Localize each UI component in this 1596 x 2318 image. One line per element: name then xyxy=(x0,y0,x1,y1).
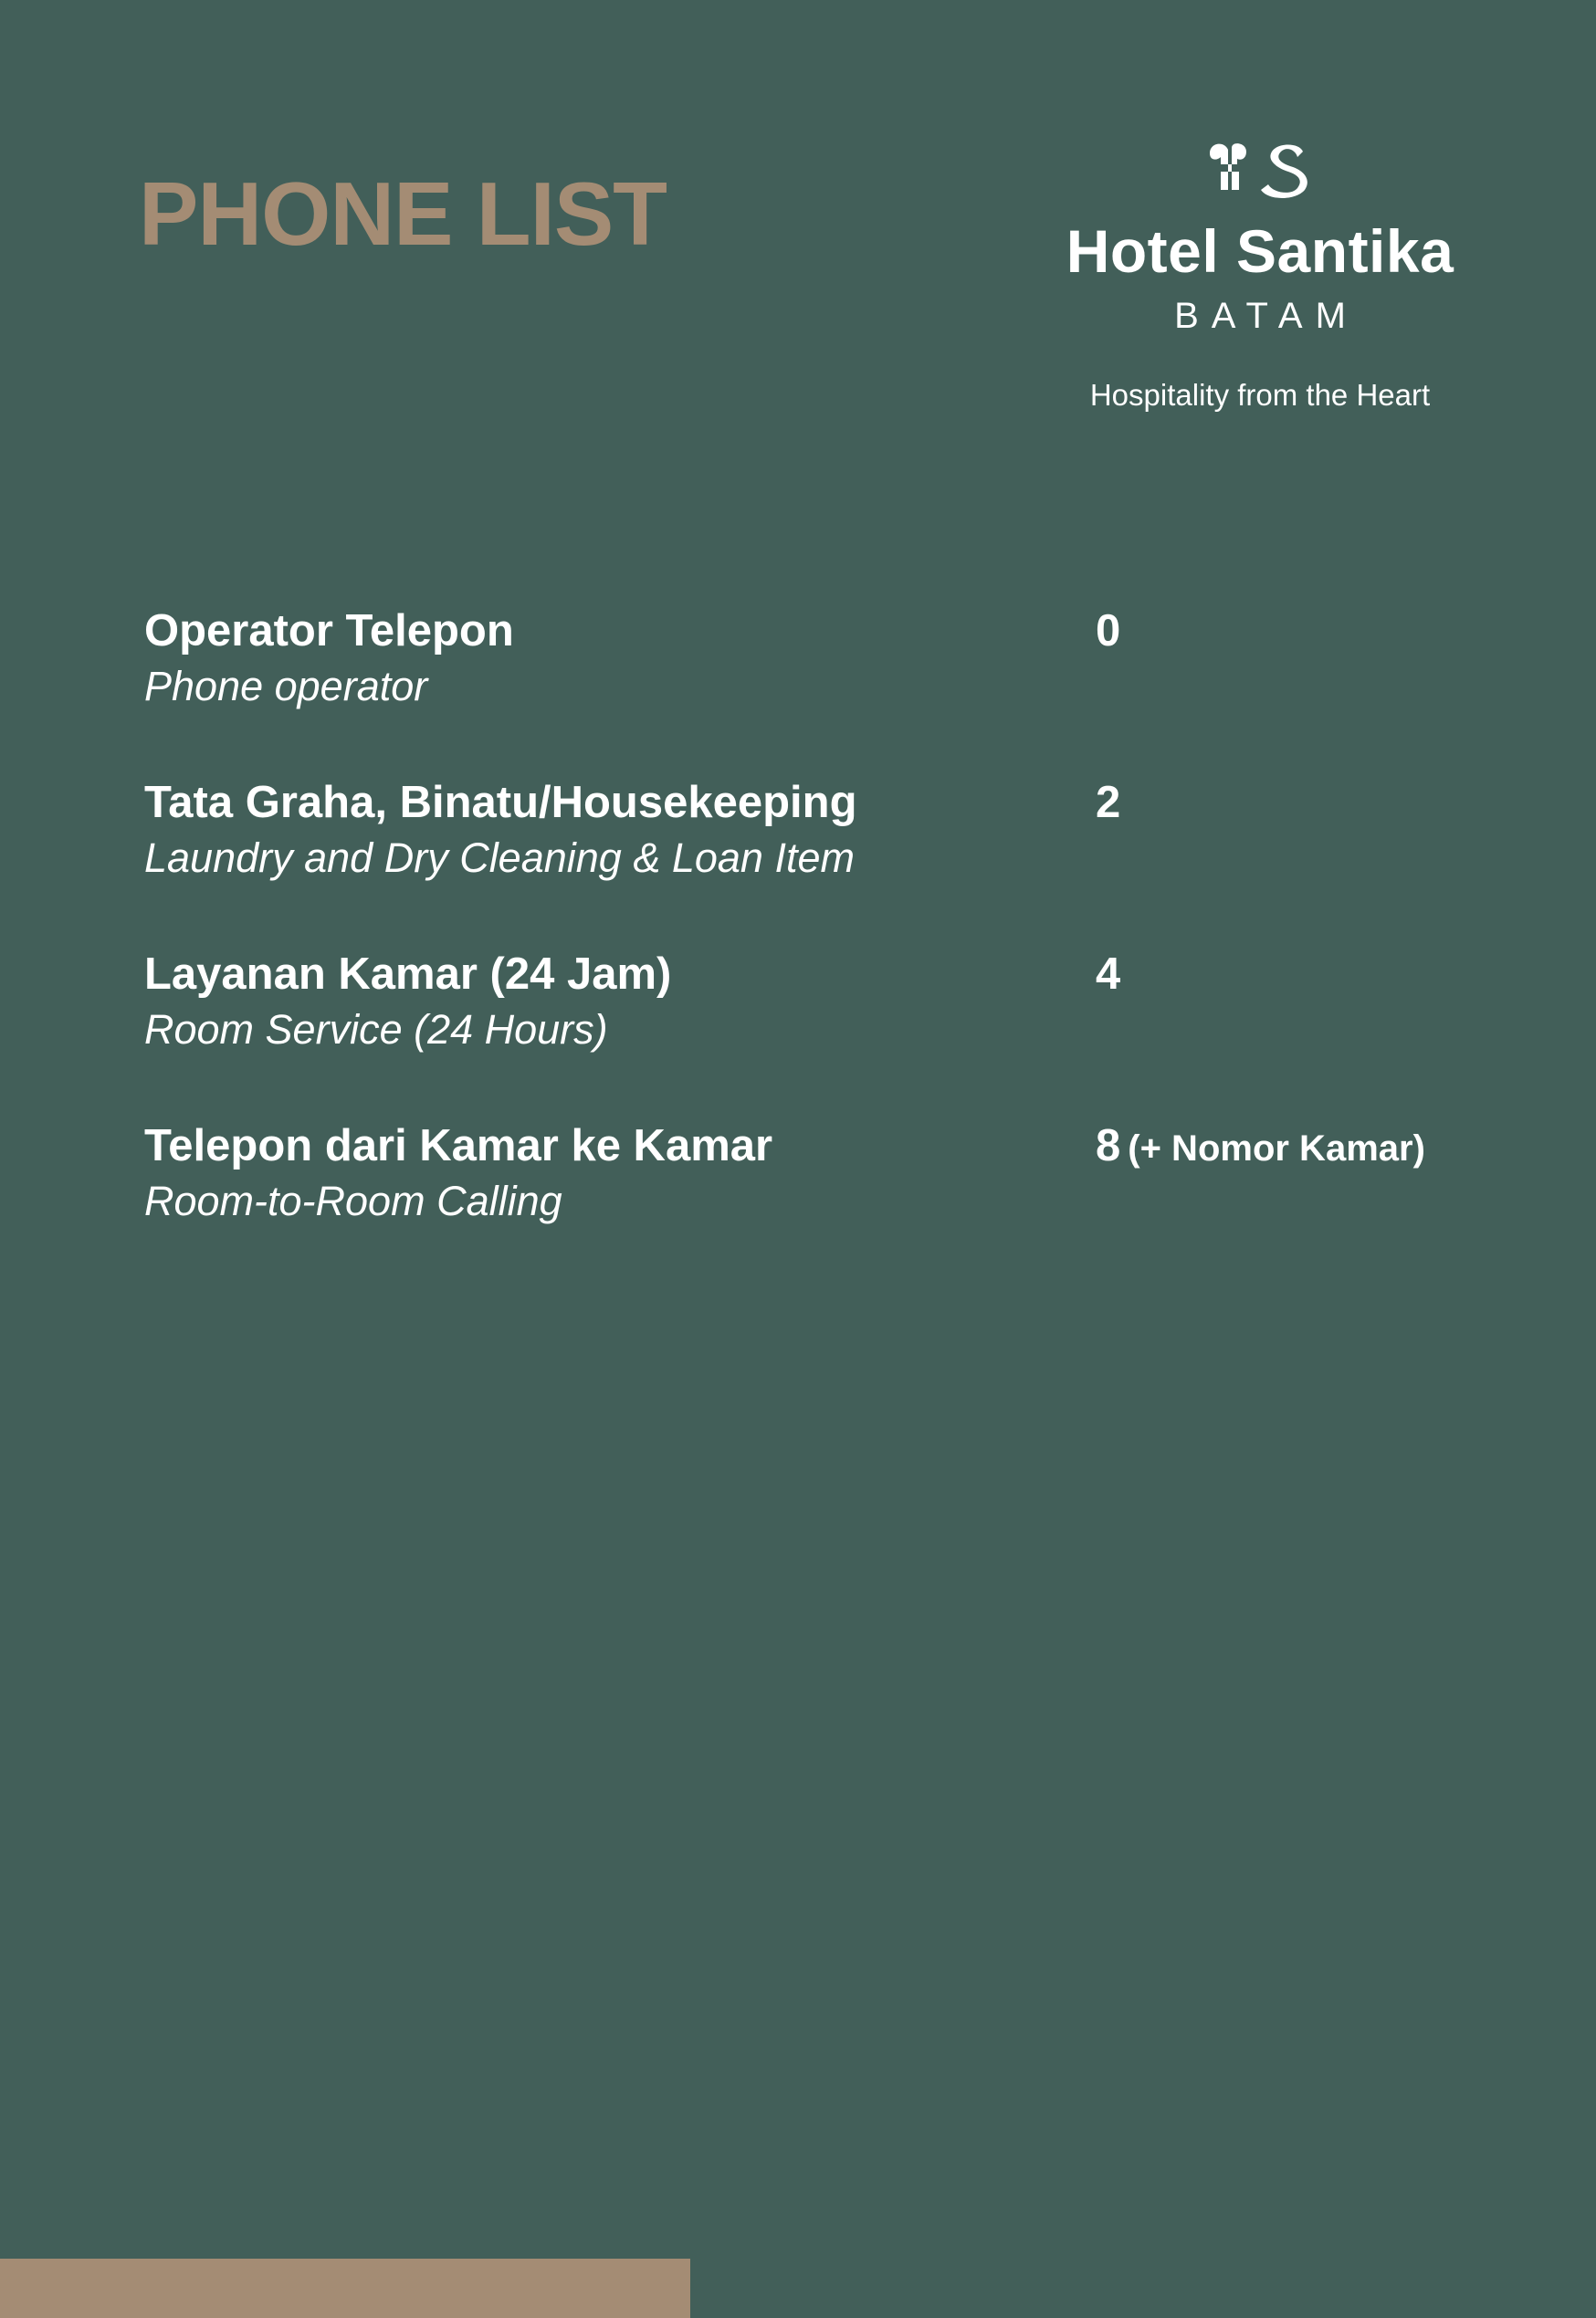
extension-number: 0 xyxy=(1096,606,1121,656)
extension-number: 2 xyxy=(1096,778,1121,827)
hotel-brand xyxy=(1041,137,1479,410)
footer-accent-bar xyxy=(0,2259,690,2318)
phone-entry-room-service xyxy=(144,950,1496,1122)
entry-subtitle: Room Service (24 Hours) xyxy=(144,1005,608,1053)
entry-subtitle: Laundry and Dry Cleaning & Loan Item xyxy=(144,834,855,881)
page-title: PHONE LIST xyxy=(139,163,667,264)
entry-extension xyxy=(1096,779,1120,828)
entry-name: Operator Telepon xyxy=(144,606,514,656)
entry-subtitle: Room-to-Room Calling xyxy=(144,1177,562,1224)
phone-entry-room-to-room xyxy=(144,1122,1496,1294)
entry-extension xyxy=(1096,607,1120,656)
entry-name: Tata Graha, Binatu/Housekeeping xyxy=(144,778,857,827)
phone-entry-housekeeping xyxy=(144,779,1496,950)
entry-name: Layanan Kamar (24 Jam) xyxy=(144,949,672,999)
phone-entry-operator xyxy=(144,607,1496,779)
hotel-city: BATAM xyxy=(1174,296,1359,336)
hs-monogram-icon xyxy=(1201,137,1319,201)
entry-subtitle: Phone operator xyxy=(144,662,428,709)
extension-number: 4 xyxy=(1096,949,1121,999)
extension-note: (+ Nomor Kamar) xyxy=(1128,1128,1425,1169)
extension-number: 8 xyxy=(1096,1121,1121,1170)
entry-extension xyxy=(1096,950,1120,1000)
entry-name: Telepon dari Kamar ke Kamar xyxy=(144,1121,773,1170)
phone-list xyxy=(144,607,1496,1294)
hotel-tagline: Hospitality from the Heart xyxy=(1089,378,1431,412)
hotel-name: Hotel Santika xyxy=(1066,217,1454,285)
entry-extension xyxy=(1096,1122,1425,1171)
